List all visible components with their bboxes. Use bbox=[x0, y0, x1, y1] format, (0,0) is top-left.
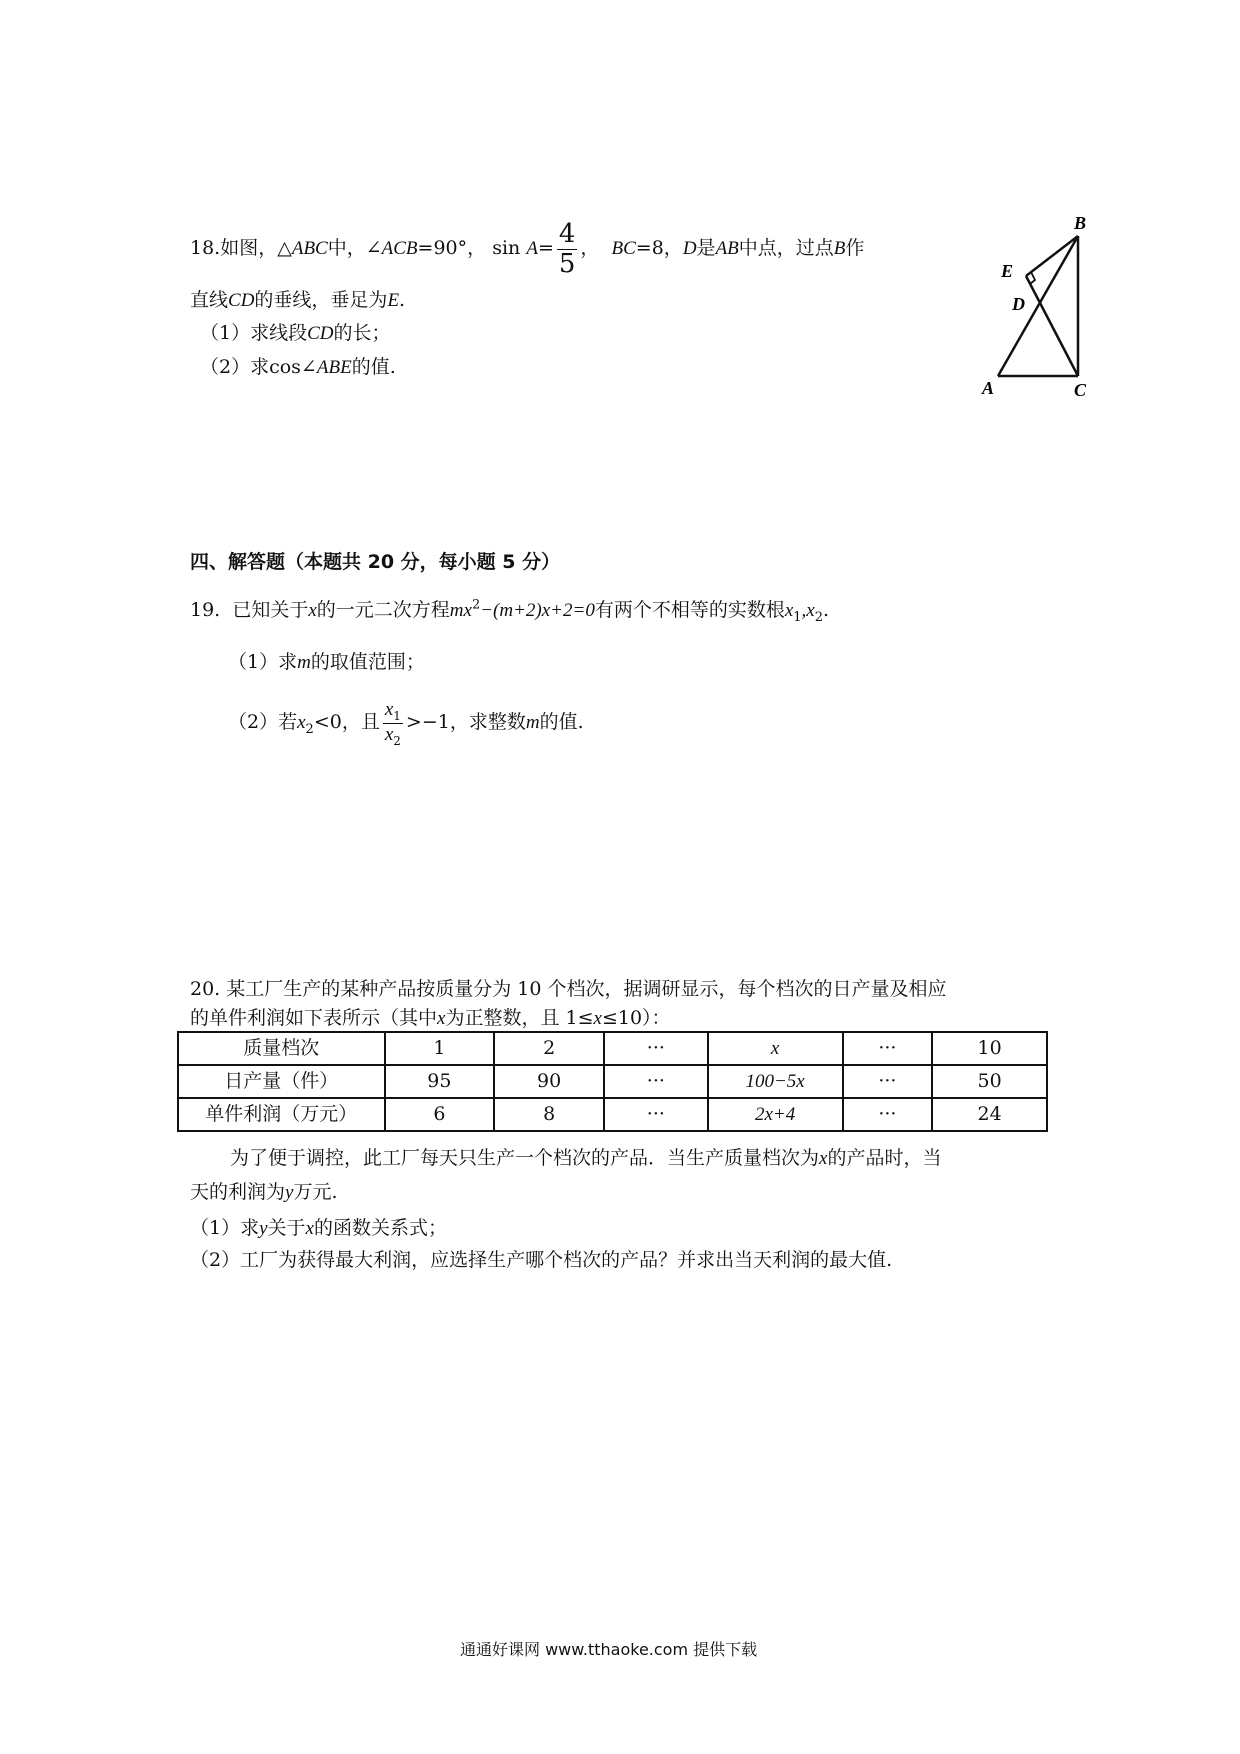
q18-sub1: （1）求线段CD的长； bbox=[200, 322, 391, 344]
section-heading: 四、解答题（本题共 20 分，每小题 5 分） bbox=[190, 551, 561, 573]
sin-fraction: $\frac{4}{5}$ bbox=[558, 219, 576, 279]
ratio-fraction: $\frac{x_1}{x_2}$ bbox=[384, 698, 401, 748]
table-cell: ··· bbox=[604, 1032, 708, 1065]
q20-para2: 天的利润为y万元. bbox=[190, 1181, 338, 1203]
q20-sub2: （2）工厂为获得最大利润，应选择生产哪个档次的产品？并求出当天利润的最大值. bbox=[190, 1249, 893, 1271]
table-row bbox=[178, 1032, 1047, 1065]
table-cell: 6 bbox=[385, 1098, 495, 1131]
label-d: D bbox=[1012, 294, 1025, 314]
table-row bbox=[178, 1098, 1047, 1131]
table-cell: 24 bbox=[932, 1098, 1047, 1131]
table-cell: 单件利润（万元） bbox=[178, 1098, 385, 1131]
table-cell: 95 bbox=[385, 1065, 495, 1098]
table-cell: ··· bbox=[843, 1098, 933, 1131]
table-cell: 8 bbox=[494, 1098, 604, 1131]
table-cell: ··· bbox=[604, 1065, 708, 1098]
table-cell: 10 bbox=[932, 1032, 1047, 1065]
q19-line1: 19. 已知关于x的一元二次方程$mx^2-(m+2)x+2=0$有两个不相等的实数根$x_1,x_2$. bbox=[190, 597, 830, 625]
q18-line2: 直线CD的垂线，垂足为E. bbox=[190, 289, 406, 311]
q19-sub2: （2）若$x_2<0$，且 $\frac{x_1}{x_2}$ >−1，求整数m的值. bbox=[228, 698, 584, 748]
table-cell: 2x+4 bbox=[708, 1098, 843, 1131]
q18-sub2: （2）求cos∠ABE的值. bbox=[200, 356, 396, 378]
table-cell: x bbox=[708, 1032, 843, 1065]
q20-para1: 为了便于调控，此工厂每天只生产一个档次的产品．当生产质量档次为x的产品时，当 bbox=[230, 1147, 942, 1169]
label-a: A bbox=[982, 378, 995, 398]
table-cell: 日产量（件） bbox=[178, 1065, 385, 1098]
segment-ce bbox=[1026, 276, 1078, 376]
table-cell: 质量档次 bbox=[178, 1032, 385, 1065]
q20-line2: 的单件利润如下表所示（其中x为正整数，且 1≤x≤10）： bbox=[190, 1007, 671, 1029]
q20-line1: 20. 某工厂生产的某种产品按质量分为 10 个档次，据调研显示，每个档次的日产量及相应 bbox=[190, 978, 947, 1000]
label-b: B bbox=[1074, 213, 1087, 233]
table-cell: ··· bbox=[604, 1098, 708, 1131]
triangle-figure bbox=[970, 210, 1120, 400]
q18-line1: 18.如图，△ABC中，∠ACB=90°， sin A= $\frac{4}{5}$ ， BC=8，D是AB中点，过点B作 bbox=[190, 219, 865, 279]
table-cell: ··· bbox=[843, 1065, 933, 1098]
table-cell: 100−5x bbox=[708, 1065, 843, 1098]
segment-be bbox=[1026, 236, 1078, 276]
table-cell: 90 bbox=[494, 1065, 604, 1098]
table-row bbox=[178, 1065, 1047, 1098]
table-cell: 2 bbox=[494, 1032, 604, 1065]
table-cell: 1 bbox=[385, 1032, 495, 1065]
table-cell: 50 bbox=[932, 1065, 1047, 1098]
product-table bbox=[177, 1031, 1048, 1132]
label-c: C bbox=[1074, 380, 1087, 400]
q20-sub1: （1）求y关于x的函数关系式； bbox=[190, 1217, 447, 1239]
label-e: E bbox=[1001, 261, 1014, 281]
q19-number: 19. bbox=[190, 599, 221, 621]
q18-number: 18. bbox=[190, 237, 221, 260]
page-footer: 通通好课网 www.tthaoke.com 提供下载 bbox=[460, 1640, 758, 1659]
table-cell: ··· bbox=[843, 1032, 933, 1065]
q19-sub1: （1）求m的取值范围； bbox=[228, 651, 425, 673]
